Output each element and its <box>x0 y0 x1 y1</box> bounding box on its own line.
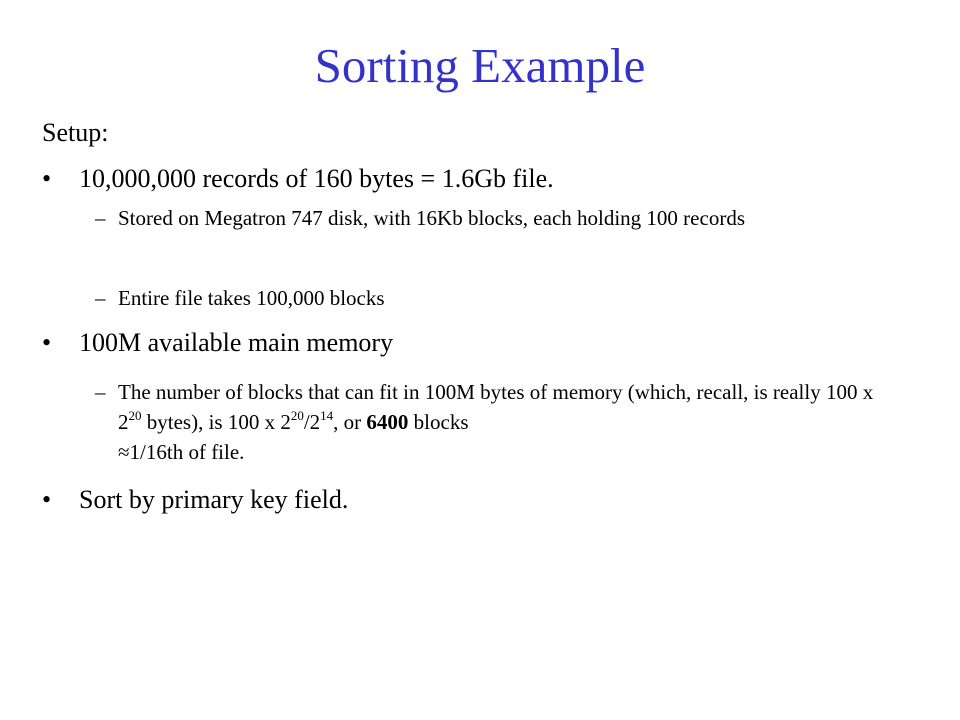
memory-text-part: blocks <box>408 410 469 434</box>
memory-text-part: , or <box>333 410 367 434</box>
sub-item-text: Stored on Megatron 747 disk, with 16Kb blocks, each holding 100 records <box>118 206 745 230</box>
sub-item-text: Entire file takes 100,000 blocks <box>118 286 385 310</box>
setup-label: Setup: <box>42 118 109 147</box>
bullet-icon: • <box>42 485 52 514</box>
memory-text-part: bytes), is 100 x 2 <box>141 410 291 434</box>
memory-text-part: 1/16th of file. <box>129 440 245 464</box>
exponent: 20 <box>290 408 304 423</box>
memory-text-part: /2 <box>303 410 321 434</box>
sub-item-text <box>118 377 898 467</box>
memory-text-part: The number of blocks that can fit in 100M bytes of memory (which, recall, is really 100 x 2 <box>118 380 874 434</box>
dash-icon: – <box>95 286 106 310</box>
bullet-icon: • <box>42 328 52 357</box>
block-count: 6400 <box>366 410 409 434</box>
bullet-text: Sort by primary key field. <box>79 485 349 514</box>
exponent: 20 <box>128 408 142 423</box>
slide-title: Sorting Example <box>314 38 646 93</box>
bullet-text: 10,000,000 records of 160 bytes = 1.6Gb file. <box>79 164 554 193</box>
bullet-text: 100M available main memory <box>79 328 394 357</box>
approx-icon: ≈ <box>118 440 130 464</box>
dash-icon: – <box>95 206 106 230</box>
bullet-icon: • <box>42 164 52 193</box>
exponent: 14 <box>320 408 334 423</box>
dash-icon: – <box>95 380 106 404</box>
